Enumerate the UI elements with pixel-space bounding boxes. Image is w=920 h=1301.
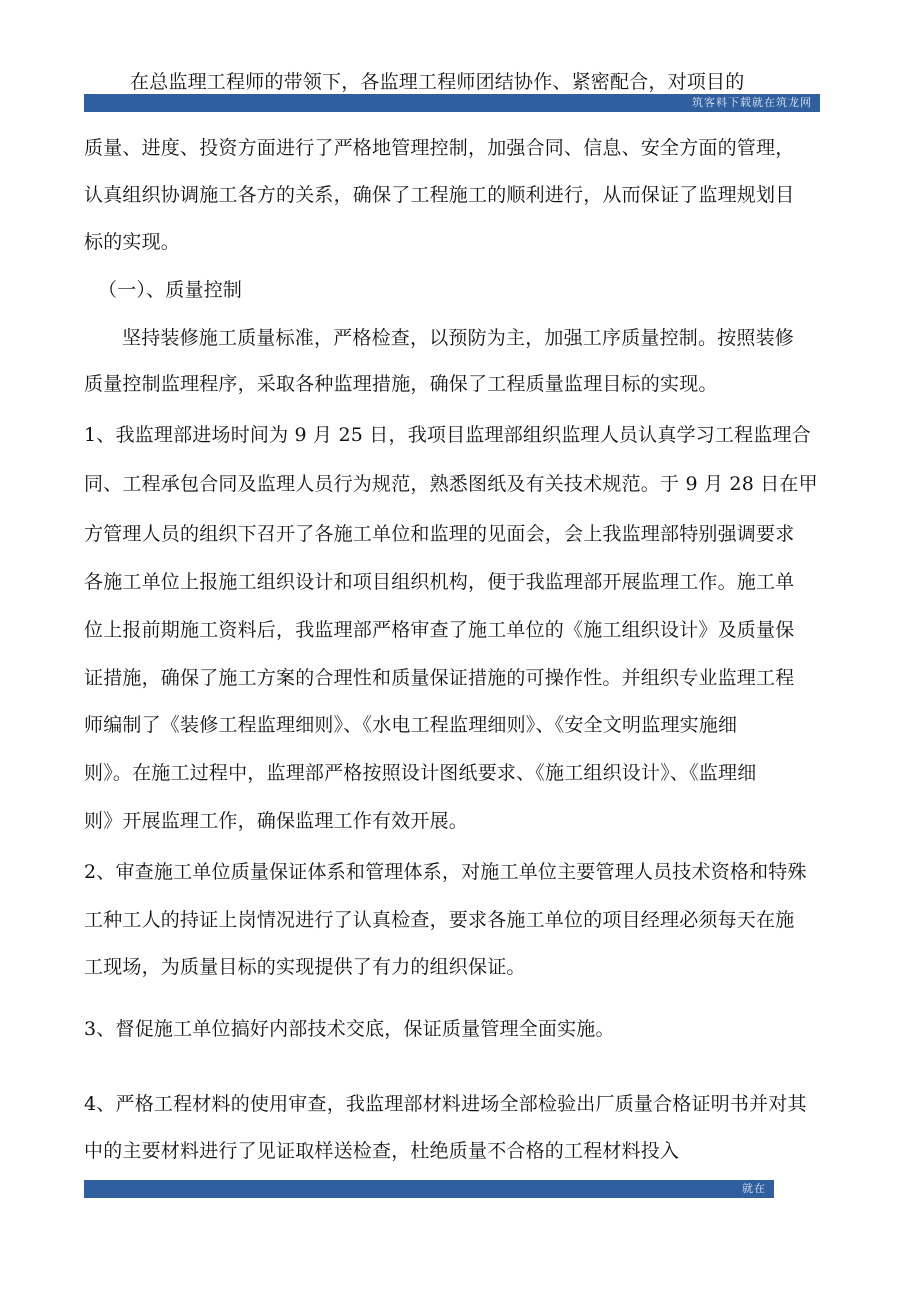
text-line-3: 认真组织协调施工各方的关系，确保了工程施工的顺利进行，从而保证了监理规划目 [84,184,795,206]
item-2-line-3: 工现场，为质量目标的实现提供了有力的组织保证。 [84,956,526,978]
item-3-line-1: 3、督促施工单位搞好内部技术交底，保证质量管理全面实施。 [84,1018,615,1040]
text-line-6: 坚持装修施工质量标准，严格检查，以预防为主，加强工序质量控制。按照装修 [122,327,795,349]
text-line-2: 质量、进度、投资方面进行了严格地管理控制，加强合同、信息、安全方面的管理， [84,137,795,159]
header-watermark-text: 筑客料下载就在筑龙网 [692,96,812,109]
text-line-4: 标的实现。 [84,231,181,253]
item-1-line-8: 则》。在施工过程中，监理部严格按照设计图纸要求、《施工组织设计》、《监理细 [84,762,757,784]
item-1-line-5: 位上报前期施工资料后，我监理部严格审查了施工单位的《施工组织设计》及质量保 [84,619,795,641]
item-1-line-9: 则》开展监理工作，确保监理工作有效开展。 [84,810,469,832]
item-1-line-7: 师编制了《装修工程监理细则》、《水电工程监理细则》、《安全文明监理实施细 [84,714,738,736]
section-heading: （一）、质量控制 [98,279,243,301]
text-line-7: 质量控制监理程序，采取各种监理措施，确保了工程质量监理目标的实现。 [84,373,718,395]
item-1-line-2: 同、工程承包合同及监理人员行为规范，熟悉图纸及有关技术规范。于 9 月 28 日在甲 [84,473,818,495]
footer-watermark-text: 就在 [742,1182,766,1195]
text-line-1: 在总监理工程师的带领下，各监理工程师团结协作、紧密配合，对项目的 [130,71,745,93]
footer-band [84,1180,774,1198]
item-1-line-6: 证措施，确保了施工方案的合理性和质量保证措施的可操作性。并组织专业监理工程 [84,667,795,689]
header-band [84,94,820,112]
item-2-line-1: 2、审查施工单位质量保证体系和管理体系，对施工单位主要管理人员技术资格和特殊 [84,861,807,883]
item-2-line-2: 工种工人的持证上岗情况进行了认真检查，要求各施工单位的项目经理必须每天在施 [84,909,795,931]
item-1-line-1: 1、我监理部进场时间为 9 月 25 日，我项目监理部组织监理人员认真学习工程监理合 [84,424,811,446]
item-4-line-2: 中的主要材料进行了见证取样送检查，杜绝质量不合格的工程材料投入 [84,1140,680,1162]
item-1-line-3: 方管理人员的组织下召开了各施工单位和监理的见面会，会上我监理部特别强调要求 [84,523,795,545]
item-1-line-4: 各施工单位上报施工组织设计和项目组织机构，便于我监理部开展监理工作。施工单 [84,571,795,593]
item-4-line-1: 4、严格工程材料的使用审查，我监理部材料进场全部检验出厂质量合格证明书并对其 [84,1093,807,1115]
